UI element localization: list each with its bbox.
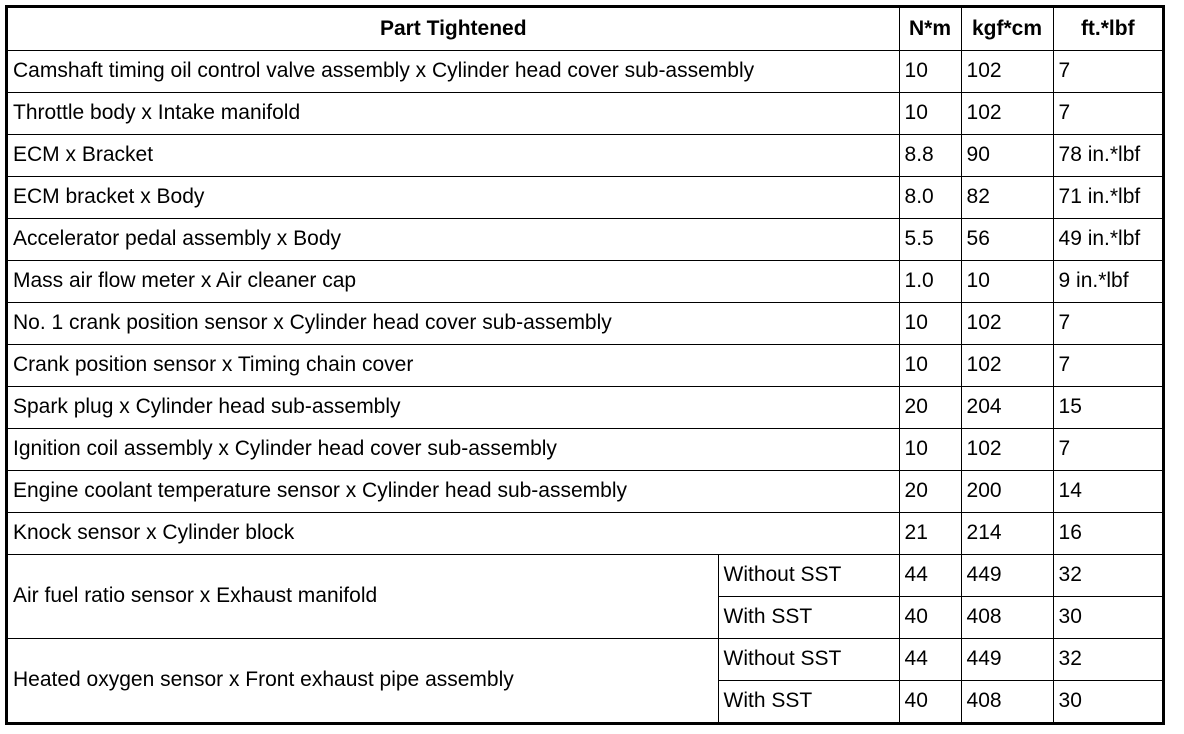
ftlbf-cell: 78 in.*lbf	[1053, 134, 1162, 176]
ftlbf-cell: 7	[1053, 92, 1162, 134]
nm-cell: 40	[899, 596, 961, 638]
ftlbf-cell: 7	[1053, 344, 1162, 386]
part-cell: Mass air flow meter x Air cleaner cap	[8, 260, 899, 302]
part-cell: Engine coolant temperature sensor x Cylinder head sub-assembly	[8, 470, 899, 512]
part-cell: ECM x Bracket	[8, 134, 899, 176]
group-part-cell: Heated oxygen sensor x Front exhaust pipe assembly	[8, 638, 718, 722]
part-cell: Knock sensor x Cylinder block	[8, 512, 899, 554]
table-row	[8, 386, 1162, 428]
ftlbf-cell: 32	[1053, 554, 1162, 596]
header-ft-lbf: ft.*lbf	[1053, 8, 1162, 50]
condition-cell: With SST	[718, 680, 899, 722]
kgf-cell: 82	[961, 176, 1053, 218]
table-row	[8, 512, 1162, 554]
nm-cell: 10	[899, 302, 961, 344]
ftlbf-cell: 30	[1053, 596, 1162, 638]
part-cell: Camshaft timing oil control valve assembly x Cylinder head cover sub-assembly	[8, 50, 899, 92]
kgf-cell: 204	[961, 386, 1053, 428]
ftlbf-cell: 30	[1053, 680, 1162, 722]
kgf-cell: 102	[961, 92, 1053, 134]
nm-cell: 44	[899, 554, 961, 596]
nm-cell: 40	[899, 680, 961, 722]
part-cell: ECM bracket x Body	[8, 176, 899, 218]
nm-cell: 10	[899, 428, 961, 470]
table-row	[8, 176, 1162, 218]
table-row	[8, 344, 1162, 386]
ftlbf-cell: 7	[1053, 50, 1162, 92]
table-row	[8, 134, 1162, 176]
table-row	[8, 470, 1162, 512]
kgf-cell: 102	[961, 50, 1053, 92]
table-row	[8, 260, 1162, 302]
part-cell: No. 1 crank position sensor x Cylinder head cover sub-assembly	[8, 302, 899, 344]
ftlbf-cell: 32	[1053, 638, 1162, 680]
ftlbf-cell: 49 in.*lbf	[1053, 218, 1162, 260]
condition-cell: Without SST	[718, 554, 899, 596]
nm-cell: 44	[899, 638, 961, 680]
torque-spec-table-frame	[5, 5, 1165, 725]
header-row	[8, 8, 1162, 50]
part-cell: Crank position sensor x Timing chain cover	[8, 344, 899, 386]
part-cell: Ignition coil assembly x Cylinder head cover sub-assembly	[8, 428, 899, 470]
nm-cell: 20	[899, 386, 961, 428]
kgf-cell: 102	[961, 302, 1053, 344]
nm-cell: 21	[899, 512, 961, 554]
kgf-cell: 408	[961, 596, 1053, 638]
table-row	[8, 554, 1162, 596]
kgf-cell: 56	[961, 218, 1053, 260]
nm-cell: 8.8	[899, 134, 961, 176]
nm-cell: 8.0	[899, 176, 961, 218]
ftlbf-cell: 15	[1053, 386, 1162, 428]
kgf-cell: 102	[961, 428, 1053, 470]
table-row	[8, 218, 1162, 260]
table-row	[8, 302, 1162, 344]
condition-cell: With SST	[718, 596, 899, 638]
kgf-cell: 200	[961, 470, 1053, 512]
table-row	[8, 50, 1162, 92]
nm-cell: 20	[899, 470, 961, 512]
kgf-cell: 408	[961, 680, 1053, 722]
header-nm: N*m	[899, 8, 961, 50]
nm-cell: 10	[899, 344, 961, 386]
part-cell: Accelerator pedal assembly x Body	[8, 218, 899, 260]
ftlbf-cell: 9 in.*lbf	[1053, 260, 1162, 302]
part-cell: Spark plug x Cylinder head sub-assembly	[8, 386, 899, 428]
header-kgf-cm: kgf*cm	[961, 8, 1053, 50]
condition-cell: Without SST	[718, 638, 899, 680]
kgf-cell: 10	[961, 260, 1053, 302]
header-part-tightened: Part Tightened	[8, 8, 899, 50]
kgf-cell: 449	[961, 638, 1053, 680]
ftlbf-cell: 71 in.*lbf	[1053, 176, 1162, 218]
ftlbf-cell: 7	[1053, 302, 1162, 344]
ftlbf-cell: 7	[1053, 428, 1162, 470]
table-row	[8, 428, 1162, 470]
ftlbf-cell: 16	[1053, 512, 1162, 554]
kgf-cell: 449	[961, 554, 1053, 596]
kgf-cell: 102	[961, 344, 1053, 386]
nm-cell: 5.5	[899, 218, 961, 260]
torque-spec-table	[8, 8, 1162, 723]
table-row	[8, 638, 1162, 680]
table-body	[8, 50, 1162, 722]
part-cell: Throttle body x Intake manifold	[8, 92, 899, 134]
ftlbf-cell: 14	[1053, 470, 1162, 512]
table-row	[8, 92, 1162, 134]
group-part-cell: Air fuel ratio sensor x Exhaust manifold	[8, 554, 718, 638]
nm-cell: 10	[899, 50, 961, 92]
nm-cell: 10	[899, 92, 961, 134]
kgf-cell: 214	[961, 512, 1053, 554]
nm-cell: 1.0	[899, 260, 961, 302]
kgf-cell: 90	[961, 134, 1053, 176]
